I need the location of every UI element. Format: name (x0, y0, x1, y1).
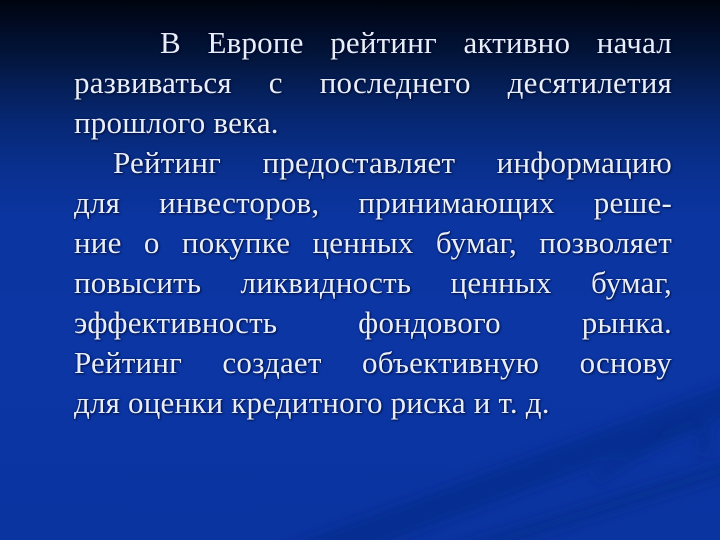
word: ценных (450, 265, 552, 300)
word: с (268, 65, 283, 100)
word: Рейтинг (113, 145, 222, 180)
text-line (74, 183, 672, 223)
word: Европе (207, 25, 304, 60)
word: десятилетия (507, 65, 672, 100)
word: фондового (358, 305, 501, 340)
text-line (74, 263, 672, 303)
word: активно (463, 25, 571, 60)
word: предоставляет (262, 145, 456, 180)
word: ликвидность (240, 265, 412, 300)
text-line (74, 343, 672, 383)
text-line: для оценки кредитного риска и т. д. (74, 385, 550, 420)
text-line (74, 23, 672, 63)
word: о (143, 225, 160, 260)
word: ценных (312, 225, 414, 260)
word: инвесторов, (159, 185, 320, 220)
text-line: прошлого века. (74, 105, 279, 140)
word: создает (222, 345, 322, 380)
word: позволяет (539, 225, 672, 260)
word: реше- (593, 185, 672, 220)
word: принимающих (358, 185, 555, 220)
word: развиваться (74, 65, 232, 100)
slide-text-block (74, 23, 672, 423)
swoosh-hook (595, 427, 706, 480)
word: покупке (181, 225, 291, 260)
word: бумаг, (590, 265, 672, 300)
word: основу (579, 345, 672, 380)
word: бумаг, (435, 225, 517, 260)
word: ние (74, 225, 122, 260)
text-line (74, 143, 672, 183)
word: информацию (496, 145, 672, 180)
word: начал (596, 25, 672, 60)
swoosh-band-thin (420, 455, 720, 540)
word: рынка. (581, 305, 672, 340)
word: эффективность (74, 305, 278, 340)
word: повысить (74, 265, 202, 300)
word: Рейтинг (74, 345, 183, 380)
word: для (74, 185, 121, 220)
word: последнего (319, 65, 471, 100)
word: рейтинг (330, 25, 437, 60)
text-line (74, 303, 672, 343)
word: объективную (362, 345, 540, 380)
text-line (74, 223, 672, 263)
word: В (160, 25, 181, 60)
text-line (74, 63, 672, 103)
